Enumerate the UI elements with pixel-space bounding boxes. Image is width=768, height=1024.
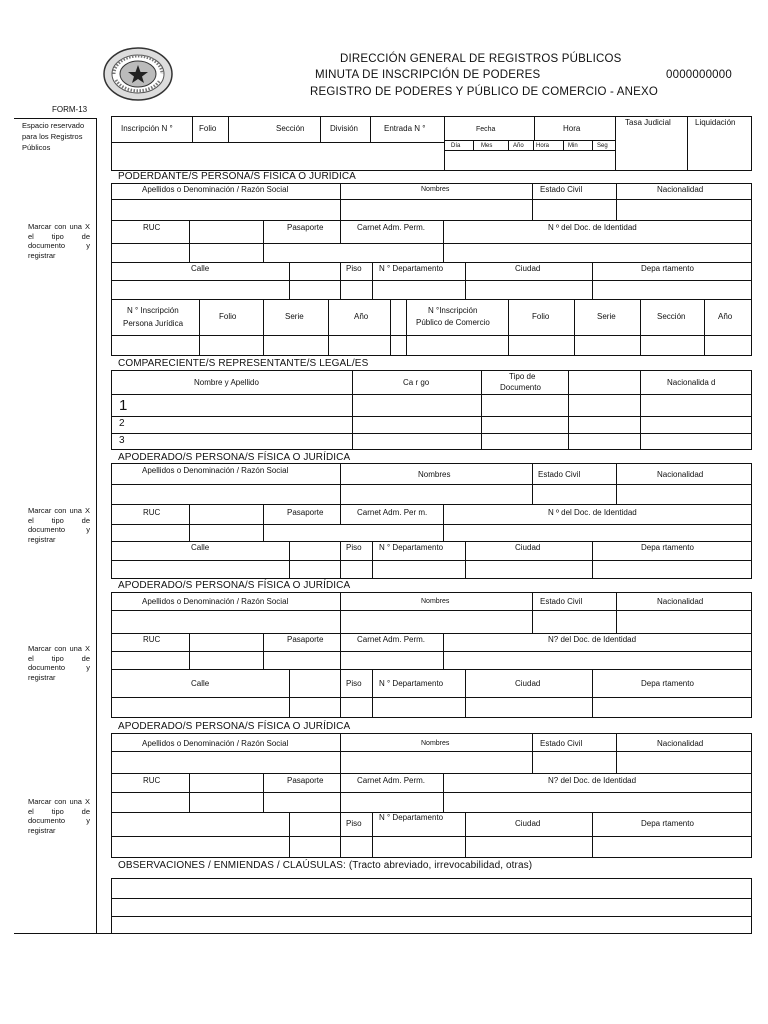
section-title-apoderado: APODERADO/S PERSONA/S FÍSICA O JURÍDICA bbox=[118, 721, 351, 732]
label-tipo-doc-2: Documento bbox=[500, 383, 541, 392]
label-cargo: Ca r go bbox=[403, 378, 430, 387]
label-ruc: RUC bbox=[143, 508, 161, 517]
label-nacionalidad: Nacionalidad bbox=[657, 470, 704, 479]
row-number: 2 bbox=[119, 418, 125, 429]
government-seal-icon bbox=[102, 46, 174, 102]
label-nacionalidad: Nacionalidad bbox=[657, 739, 704, 748]
label-nombres: Nombres bbox=[421, 598, 450, 605]
label-dia: Día bbox=[451, 143, 461, 149]
label-ciudad: Ciudad bbox=[515, 264, 541, 273]
label-ciudad: Ciudad bbox=[515, 819, 541, 828]
section-title-apoderado: APODERADO/S PERSONA/S FÍSICA O JURÍDICA bbox=[118, 580, 351, 591]
label-nombres: Nombres bbox=[421, 186, 450, 193]
section-title-compareciente: COMPARECIENTE/S REPRESENTANTE/S LEGAL/ES bbox=[118, 358, 369, 369]
label-serie-pc: Serie bbox=[597, 312, 616, 321]
label-insc-pj-1: N ° Inscripción bbox=[127, 306, 179, 315]
label-ruc: RUC bbox=[143, 223, 161, 232]
label-tasa-judicial: Tasa Judicial bbox=[625, 118, 671, 127]
label-pasaporte: Pasaporte bbox=[287, 635, 324, 644]
section-title-apoderado: APODERADO/S PERSONA/S FÍSICA O JURÍDICA bbox=[118, 452, 351, 463]
label-folio-pj: Folio bbox=[219, 312, 237, 321]
header-title-2: MINUTA DE INSCRIPCIÓN DE PODERES bbox=[315, 69, 541, 81]
label-nacionalidad-comp: Nacionalida d bbox=[667, 378, 716, 387]
label-nacionalidad: Nacionalidad bbox=[657, 185, 704, 194]
label-min: Min bbox=[568, 143, 578, 149]
label-estado-civil: Estado Civil bbox=[540, 597, 583, 606]
mark-note: Marcar con una X el tipo de documento y registrar bbox=[28, 644, 90, 682]
label-anio-pj: Año bbox=[354, 312, 369, 321]
reserved-space-note: Espacio reservado para los Registros Públicos bbox=[22, 121, 85, 152]
label-pasaporte: Pasaporte bbox=[287, 223, 324, 232]
label-serie-pj: Serie bbox=[285, 312, 304, 321]
label-doc-identidad: N º del Doc. de Identidad bbox=[548, 223, 637, 232]
label-departamento: N ° Departamento bbox=[379, 813, 444, 822]
row-number: 1 bbox=[119, 397, 128, 414]
label-folio: Folio bbox=[199, 124, 217, 133]
form-code: FORM-13 bbox=[52, 105, 88, 114]
label-folio-pc: Folio bbox=[532, 312, 550, 321]
section-title-observaciones: OBSERVACIONES / ENMIENDAS / CLAÚSULAS: (Tracto abreviado, irrevocabilidad, otras) bbox=[118, 860, 533, 871]
label-insc-pj-2: Persona Jurídica bbox=[123, 319, 184, 328]
label-seg: Seg bbox=[597, 143, 608, 149]
label-fecha: Fecha bbox=[476, 126, 496, 133]
label-tipo-doc-1: Tipo de bbox=[509, 372, 536, 381]
label-departamento: N ° Departamento bbox=[379, 543, 444, 552]
label-piso: Piso bbox=[346, 543, 362, 552]
mark-note: Marcar con una X el tipo de documento y registrar bbox=[28, 506, 90, 544]
label-carnet: Carnet Adm. Perm. bbox=[357, 776, 426, 785]
label-nombres: Nombres bbox=[421, 740, 450, 747]
label-seccion-pc: Sección bbox=[657, 312, 686, 321]
label-apellidos: Apellidos o Denominación / Razón Social bbox=[142, 466, 289, 475]
label-ciudad: Ciudad bbox=[515, 679, 541, 688]
label-ruc: RUC bbox=[143, 635, 161, 644]
label-doc-identidad: N º del Doc. de Identidad bbox=[548, 508, 637, 517]
label-ciudad: Ciudad bbox=[515, 543, 541, 552]
label-nombres: Nombres bbox=[418, 470, 451, 479]
label-hora-small: Hora bbox=[536, 143, 550, 149]
label-departamento: N ° Departamento bbox=[379, 679, 444, 688]
label-depa: Depa rtamento bbox=[641, 264, 694, 273]
label-piso: Piso bbox=[346, 819, 362, 828]
label-anio-pc: Año bbox=[718, 312, 733, 321]
label-piso: Piso bbox=[346, 264, 362, 273]
label-apellidos: Apellidos o Denominación / Razón Social bbox=[142, 185, 289, 194]
label-division: División bbox=[330, 124, 359, 133]
label-liquidacion: Liquidación bbox=[695, 118, 736, 127]
header-title-1: DIRECCIÓN GENERAL DE REGISTROS PÚBLICOS bbox=[340, 53, 622, 65]
label-depa: Depa rtamento bbox=[641, 819, 694, 828]
label-anio: Año bbox=[513, 143, 524, 149]
form-number: 0000000000 bbox=[666, 69, 732, 81]
label-pasaporte: Pasaporte bbox=[287, 776, 324, 785]
label-ruc: RUC bbox=[143, 776, 161, 785]
label-calle: Calle bbox=[191, 543, 210, 552]
label-departamento: N ° Departamento bbox=[379, 264, 444, 273]
label-insc-pc-2: Público de Comercio bbox=[416, 318, 490, 327]
label-insc-pc-1: N °Inscripción bbox=[428, 306, 478, 315]
label-carnet: Carnet Adm. Perm. bbox=[357, 223, 426, 232]
label-carnet: Carnet Adm. Per m. bbox=[357, 508, 428, 517]
label-apellidos: Apellidos o Denominación / Razón Social bbox=[142, 597, 289, 606]
label-entrada: Entrada N ° bbox=[384, 124, 426, 133]
label-estado-civil: Estado Civil bbox=[540, 739, 583, 748]
label-nombre-apellido: Nombre y Apellido bbox=[194, 378, 259, 387]
label-calle: Calle bbox=[191, 679, 210, 688]
label-carnet: Carnet Adm. Perm. bbox=[357, 635, 426, 644]
label-estado-civil: Estado Civil bbox=[538, 470, 581, 479]
label-apellidos: Apellidos o Denominación / Razón Social bbox=[142, 739, 289, 748]
row-number: 3 bbox=[119, 435, 125, 446]
label-pasaporte: Pasaporte bbox=[287, 508, 324, 517]
label-depa: Depa rtamento bbox=[641, 543, 694, 552]
mark-note: Marcar con una X el tipo de documento y registrar bbox=[28, 797, 90, 835]
label-mes: Mes bbox=[481, 143, 493, 149]
label-seccion: Sección bbox=[276, 124, 305, 133]
header-title-3: REGISTRO DE PODERES Y PÚBLICO DE COMERCIO - ANEXO bbox=[310, 86, 659, 98]
label-estado-civil: Estado Civil bbox=[540, 185, 583, 194]
label-calle: Calle bbox=[191, 264, 210, 273]
label-depa: Depa rtamento bbox=[641, 679, 694, 688]
label-nacionalidad: Nacionalidad bbox=[657, 597, 704, 606]
mark-note: Marcar con una X el tipo de documento y registrar bbox=[28, 222, 90, 260]
label-hora: Hora bbox=[563, 124, 581, 133]
label-piso: Piso bbox=[346, 679, 362, 688]
label-doc-identidad: N? del Doc. de Identidad bbox=[548, 635, 637, 644]
label-doc-identidad: N? del Doc. de Identidad bbox=[548, 776, 637, 785]
section-title-poderdante: PODERDANTE/S PERSONA/S FÍSICA O JURÍDICA bbox=[118, 171, 356, 182]
label-inscripcion: Inscripción N ° bbox=[121, 124, 173, 133]
